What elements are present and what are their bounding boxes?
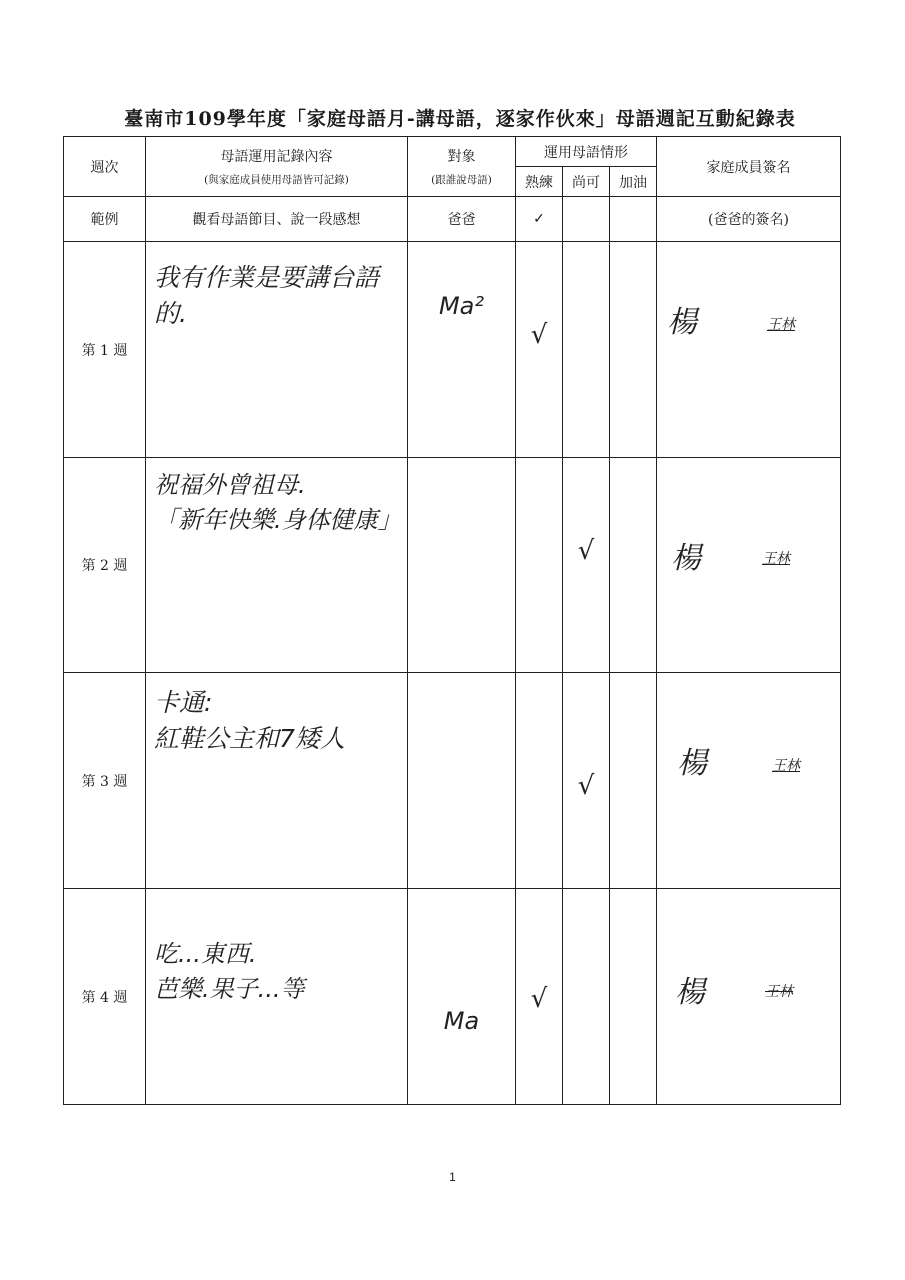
header-signature: 家庭成員簽名: [657, 137, 841, 197]
example-more-empty: [610, 197, 657, 242]
check-mark: √: [577, 771, 595, 801]
week-more: [610, 242, 657, 458]
week-label: 第 4 週: [64, 889, 146, 1105]
week-content: [146, 242, 408, 458]
week-target: [408, 889, 516, 1105]
signature-name: 王林: [772, 758, 801, 774]
header-content: [146, 137, 408, 197]
header-fluent: 熟練: [516, 167, 563, 197]
header-week: 週次: [64, 137, 146, 197]
signature-name: 王林: [762, 551, 791, 567]
week-row: [64, 889, 841, 1105]
week-fluent: [516, 458, 563, 673]
week-target: [408, 673, 516, 889]
content-line: 卡通:: [154, 688, 213, 717]
header-ok: 尚可: [563, 167, 610, 197]
header-target: [408, 137, 516, 197]
week-content: [146, 673, 408, 889]
week-row: [64, 242, 841, 458]
week-more: [610, 889, 657, 1105]
example-content: 觀看母語節目、說一段感想: [146, 197, 408, 242]
header-target-main: 對象: [447, 149, 476, 165]
week-more: [610, 458, 657, 673]
signature-mark: 楊: [667, 305, 698, 340]
signature-name: 王林: [765, 984, 794, 1000]
week-content: [146, 458, 408, 673]
check-mark: √: [530, 320, 548, 350]
content-line: 我有作業是要講台語: [154, 263, 380, 292]
content-line: 的.: [154, 299, 187, 329]
content-line: 祝福外曾祖母.: [154, 471, 306, 499]
weekly-log-table: [63, 136, 841, 1105]
week-ok: [563, 673, 610, 889]
content-line: 紅鞋公主和7矮人: [154, 724, 345, 754]
week-signature: [657, 673, 841, 889]
week-label: 第 2 週: [64, 458, 146, 673]
signature-mark: 楊: [675, 975, 706, 1010]
header-more: 加油: [610, 167, 657, 197]
content-line: 吃...東西.: [154, 940, 257, 968]
week-signature: [657, 242, 841, 458]
week-fluent: [516, 889, 563, 1105]
target-text: Ma²: [438, 292, 485, 320]
check-mark: √: [530, 984, 548, 1014]
header-row: [64, 137, 841, 167]
week-label: 第 3 週: [64, 673, 146, 889]
week-label: 第 1 週: [64, 242, 146, 458]
week-row: [64, 673, 841, 889]
example-week: 範例: [64, 197, 146, 242]
week-more: [610, 673, 657, 889]
week-ok: [563, 458, 610, 673]
week-target: [408, 242, 516, 458]
header-usage: 運用母語情形: [516, 137, 657, 167]
check-mark: √: [577, 536, 595, 566]
page-number: 1: [449, 1170, 456, 1184]
signature-name: 王林: [767, 317, 796, 333]
week-target: [408, 458, 516, 673]
content-line: 「新年快樂.身体健康」: [154, 505, 402, 534]
example-row: [64, 197, 841, 242]
document-title: 臺南市109學年度「家庭母語月-講母語，逐家作伙來」母語週記互動紀錄表: [124, 108, 796, 130]
week-content: [146, 889, 408, 1105]
week-signature: [657, 889, 841, 1105]
week-fluent: [516, 242, 563, 458]
header-content-main: 母語運用記錄內容: [220, 149, 333, 165]
content-line: 芭樂.果子...等: [154, 974, 305, 1003]
example-check: ✓: [516, 197, 563, 242]
week-ok: [563, 242, 610, 458]
week-signature: [657, 458, 841, 673]
week-ok: [563, 889, 610, 1105]
signature-mark: 楊: [677, 746, 708, 781]
week-fluent: [516, 673, 563, 889]
example-ok-empty: [563, 197, 610, 242]
example-signature: (爸爸的簽名): [657, 197, 841, 242]
header-target-sub: (跟誰說母語): [431, 174, 492, 186]
example-target: 爸爸: [408, 197, 516, 242]
target-text: Ma: [443, 1007, 480, 1035]
signature-mark: 楊: [671, 541, 702, 576]
header-content-sub: (與家庭成員使用母語皆可記錄): [204, 174, 349, 186]
week-row: [64, 458, 841, 673]
